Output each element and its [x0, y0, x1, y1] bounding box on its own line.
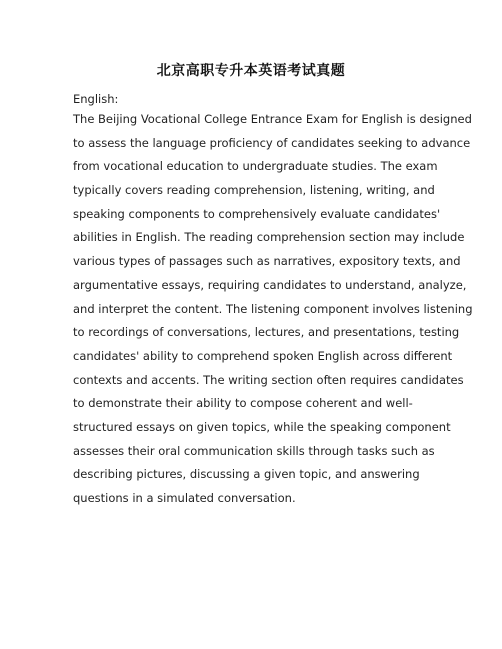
- paragraph-line: assesses their oral communication skills through tasks such as: [73, 443, 435, 458]
- paragraph-line: structured essays on given topics, while the speaking component: [73, 419, 451, 434]
- paragraph-line: argumentative essays, requiring candidates to understand, analyze,: [73, 277, 467, 292]
- paragraph-line: and interpret the content. The listening component involves listening: [73, 301, 473, 316]
- paragraph-line: to assess the language proficiency of candidates seeking to advance: [73, 135, 471, 150]
- paragraph-line: The Beijing Vocational College Entrance Exam for English is designed: [73, 112, 472, 126]
- document-title: 北京高职专升本英语考试真题: [156, 63, 346, 79]
- paragraph-line: contexts and accents. The writing section often requires candidates: [73, 372, 464, 387]
- paragraph-line: to demonstrate their ability to compose coherent and well-: [73, 396, 413, 411]
- paragraph-line: questions in a simulated conversation.: [73, 491, 296, 505]
- section-label: English:: [73, 92, 119, 106]
- paragraph-line: various types of passages such as narratives, expository texts, and: [73, 254, 461, 269]
- paragraph-line: to recordings of conversations, lectures, and presentations, testing: [73, 325, 460, 340]
- paragraph-line: describing pictures, discussing a given topic, and answering: [73, 467, 420, 482]
- paragraph-line: abilities in English. The reading comprehension section may include: [73, 230, 465, 245]
- paragraph-line: speaking components to comprehensively evaluate candidates': [73, 206, 441, 221]
- paragraph-line: from vocational education to undergraduate studies. The exam: [73, 159, 438, 174]
- body-paragraph: [73, 108, 473, 511]
- paragraph-line: candidates' ability to comprehend spoken English across different: [73, 348, 453, 363]
- paragraph-line: typically covers reading comprehension, listening, writing, and: [73, 183, 435, 198]
